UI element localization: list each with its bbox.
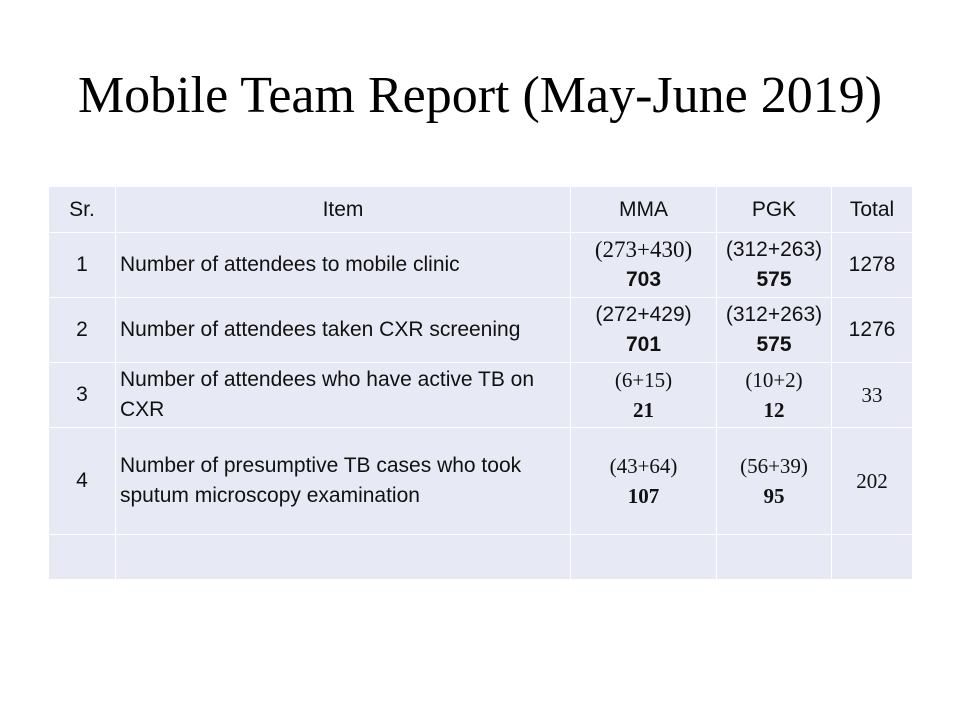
- row-pgk: [717, 298, 832, 363]
- row-item: Number of attendees to mobile clinic: [116, 233, 571, 298]
- header-sr: Sr.: [49, 187, 116, 233]
- header-mma: MMA: [571, 187, 717, 233]
- row-mma: [571, 233, 717, 298]
- mma-total: 701: [625, 333, 662, 356]
- row-total: 1276: [832, 298, 913, 363]
- mma-breakdown: (6+15): [614, 368, 673, 392]
- pgk-total: 95: [763, 484, 785, 508]
- row-item: Number of attendees who have active TB on CXR: [116, 363, 571, 428]
- row-item: Number of presumptive TB cases who took sputum microscopy examination: [116, 428, 571, 535]
- pgk-total: 575: [756, 268, 792, 291]
- page-title: Mobile Team Report (May-June 2019): [77, 67, 883, 124]
- table-header-row: [49, 187, 913, 233]
- pgk-breakdown: (10+2): [745, 368, 803, 392]
- table-row: [49, 298, 913, 363]
- row-total: 1278: [832, 233, 913, 298]
- row-pgk: [717, 428, 832, 535]
- row-sr: 3: [49, 363, 116, 428]
- empty-cell: [832, 535, 913, 580]
- row-item: Number of attendees taken CXR screening: [116, 298, 571, 363]
- row-total: 33: [832, 363, 913, 428]
- row-sr: 2: [49, 298, 116, 363]
- table-row: [49, 363, 913, 428]
- mma-total: 107: [627, 484, 660, 508]
- mma-breakdown: (272+429): [595, 303, 692, 326]
- row-sr: 1: [49, 233, 116, 298]
- table-row: [49, 233, 913, 298]
- row-pgk: [717, 363, 832, 428]
- mma-breakdown: (43+64): [609, 454, 678, 478]
- empty-cell: [116, 535, 571, 580]
- table-row-empty: [49, 535, 913, 580]
- report-table: [48, 187, 913, 580]
- mma-breakdown: (273+430): [594, 237, 693, 262]
- row-mma: [571, 428, 717, 535]
- table-row: [49, 428, 913, 535]
- header-item: Item: [116, 187, 571, 233]
- empty-cell: [571, 535, 717, 580]
- pgk-total: 12: [763, 398, 785, 422]
- mma-total: 703: [625, 268, 662, 291]
- pgk-breakdown: (312+263): [725, 238, 823, 261]
- header-total: Total: [832, 187, 913, 233]
- row-sr: 4: [49, 428, 116, 535]
- pgk-breakdown: (56+39): [740, 454, 808, 478]
- row-mma: [571, 363, 717, 428]
- pgk-breakdown: (312+263): [725, 303, 823, 326]
- empty-cell: [49, 535, 116, 580]
- header-pgk: PGK: [717, 187, 832, 233]
- row-total: 202: [832, 428, 913, 535]
- mma-total: 21: [633, 398, 654, 422]
- pgk-total: 575: [756, 333, 792, 356]
- row-mma: [571, 298, 717, 363]
- empty-cell: [717, 535, 832, 580]
- row-pgk: [717, 233, 832, 298]
